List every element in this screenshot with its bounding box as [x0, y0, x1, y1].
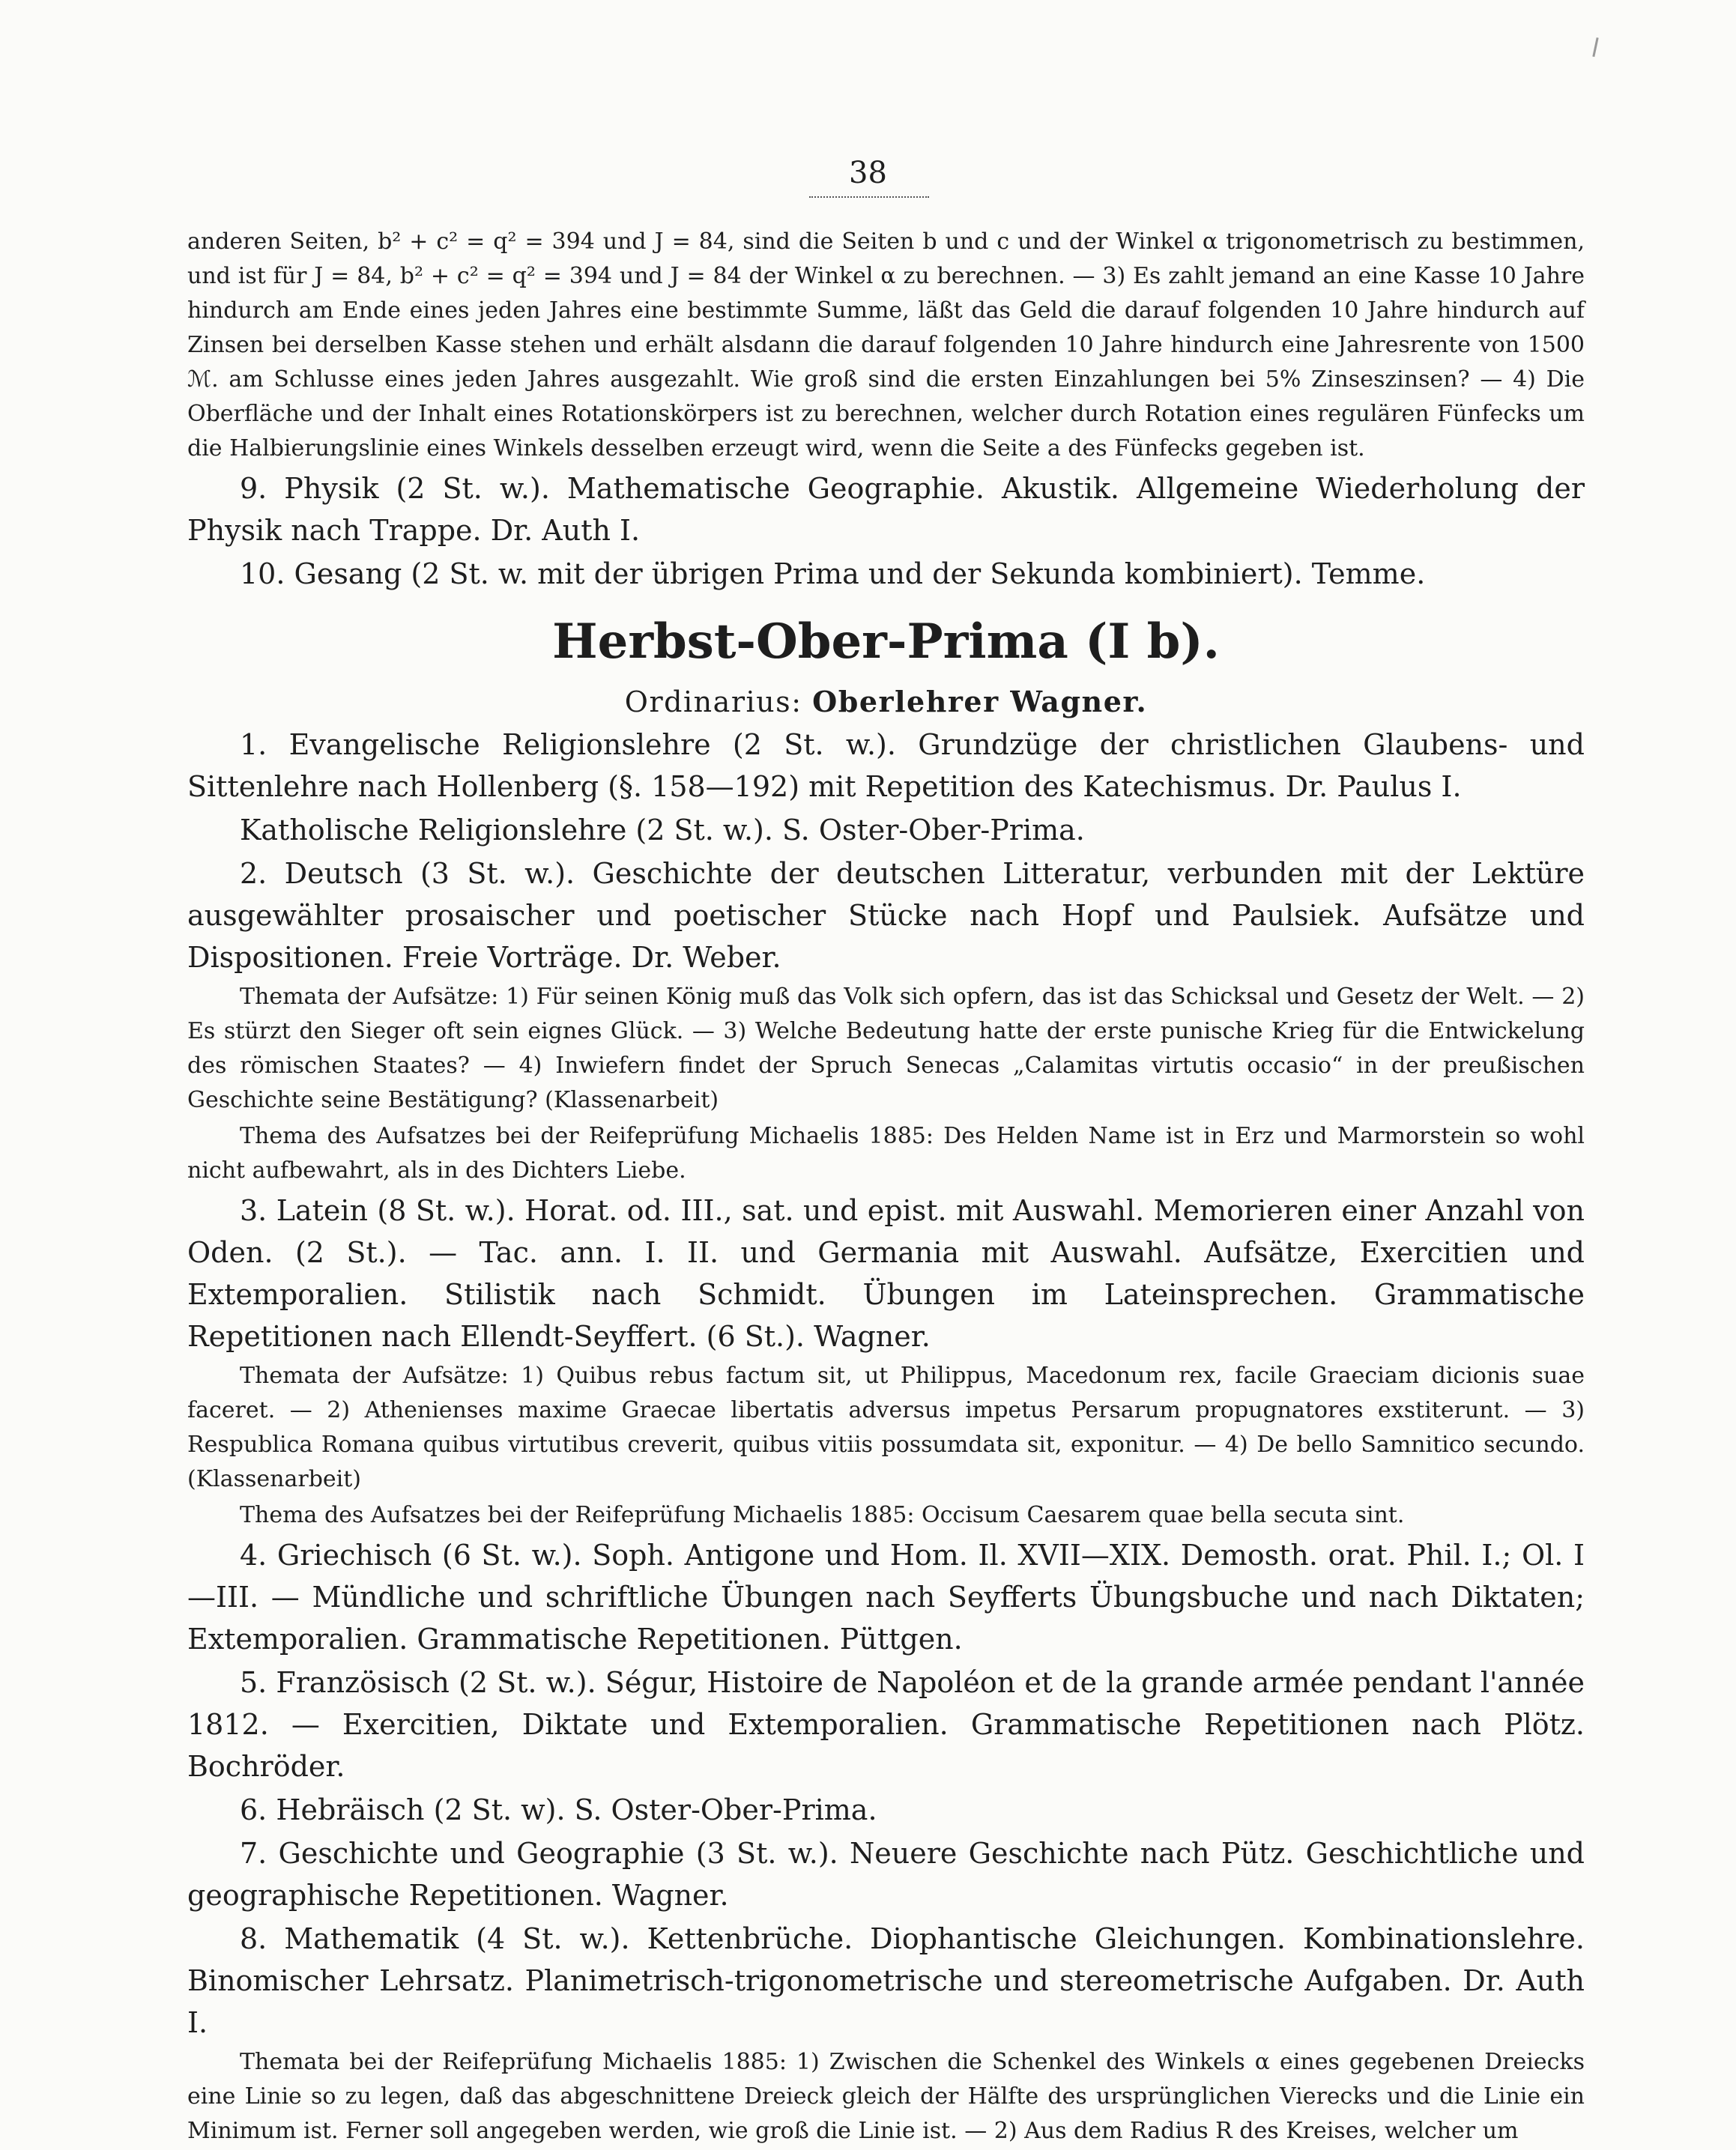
ordinarius-label: Ordinarius: — [624, 685, 802, 718]
section-heading: Herbst-Ober-Prima (I b). — [552, 614, 1220, 670]
paragraph-deutsch: 2. Deutsch (3 St. w.). Geschichte der deutschen Litteratur, verbunden mit der Lektüre ausgewählter prosaischer und poetischer Stücke nach Hopf und Paulsiek. Aufsätze und Dispositionen. Freie Vorträge. Dr. Weber. — [187, 857, 1585, 974]
page-body — [187, 225, 1585, 2149]
paragraph-deutsch-reifepruefung: Thema des Aufsatzes bei der Reifeprüfung Michaelis 1885: Des Helden Name ist in Erz und Marmorstein so wohl nicht aufbewahrt, als in des Dichters Liebe. — [187, 1123, 1585, 1184]
paragraph-physik: 9. Physik (2 St. w.). Mathematische Geographie. Akustik. Allgemeine Wiederholung der Physik nach Trappe. Dr. Auth I. — [187, 472, 1585, 547]
ordinarius-line — [187, 680, 1585, 724]
paragraph-mathematik-themata: Themata bei der Reifeprüfung Michaelis 1885: 1) Zwischen die Schenkel des Winkels α eines gegebenen Dreiecks eine Linie so zu legen, daß das abgeschnittene Dreieck gleich der Hälfte des ursprünglichen Vierecks und die Linie ein Minimum ist. Ferner soll angegeben werden, wie groß die Linie ist. — 2) Aus dem Radius R des Kreises, welcher um — [187, 2049, 1585, 2144]
paragraph-latein-reifepruefung: Thema des Aufsatzes bei der Reifeprüfung Michaelis 1885: Occisum Caesarem quae bella secuta sint. — [240, 1502, 1405, 1528]
ordinarius-name: Oberlehrer Wagner. — [812, 685, 1148, 718]
page-number-rule — [809, 196, 929, 198]
paragraph-geschichte: 7. Geschichte und Geographie (3 St. w.). Neuere Geschichte nach Pütz. Geschichtliche und geographische Repetitionen. Wagner. — [187, 1837, 1585, 1912]
paragraph-franzoesisch: 5. Französisch (2 St. w.). Ségur, Histoire de Napoléon et de la grande armée pendant l'année 1812. — Exercitien, Diktate und Extemporalien. Grammatische Repetitionen nach Plötz. Bochröder. — [187, 1666, 1585, 1783]
paragraph-hebraeisch: 6. Hebräisch (2 St. w). S. Oster-Ober-Prima. — [240, 1793, 877, 1826]
paragraph-mathematik: 8. Mathematik (4 St. w.). Kettenbrüche. Diophantische Gleichungen. Kombinationslehre. Binomischer Lehrsatz. Planimetrisch-trigonometrische und stereometrische Aufgaben. Dr. Auth I. — [187, 1922, 1585, 2039]
paragraph-latein-themata: Themata der Aufsätze: 1) Quibus rebus factum sit, ut Philippus, Macedonum rex, facile Graeciam dicionis suae faceret. — 2) Athenienses maxime Graecae libertatis adversus impetus Persarum propugnatores exstiterunt. — 3) Respublica Romana quibus virtutibus creverit, quibus vitiis possumdata sit, exponitur. — 4) De bello Samnitico secundo. (Klassenarbeit) — [187, 1363, 1585, 1492]
paragraph-latein: 3. Latein (8 St. w.). Horat. od. III., sat. und epist. mit Auswahl. Memorieren einer Anzahl von Oden. (2 St.). — Tac. ann. I. II. und Germania mit Auswahl. Aufsätze, Exercitien und Extemporalien. Stilistik nach Schmidt. Übungen im Lateinsprechen. Grammatische Repetitionen nach Ellendt-Seyffert. (6 St.). Wagner. — [187, 1194, 1585, 1353]
paragraph-evangelische-religion: 1. Evangelische Religionslehre (2 St. w.). Grundzüge der christlichen Glaubens- und Sittenlehre nach Hollenberg (§. 158—192) mit Repetition des Katechismus. Dr. Paulus I. — [187, 728, 1585, 803]
scan-mark — [1592, 37, 1598, 57]
paragraph-griechisch: 4. Griechisch (6 St. w.). Soph. Antigone und Hom. Il. XVII—XIX. Demosth. orat. Phil. I.; Ol. I—III. — Mündliche und schriftliche Übungen nach Seyfferts Übungsbuche und nach Diktaten; Extemporalien. Grammatische Repetitionen. Püttgen. — [187, 1539, 1585, 1656]
paragraph-deutsch-themata: Themata der Aufsätze: 1) Für seinen König muß das Volk sich opfern, das ist das Schicksal und Gesetz der Welt. — 2) Es stürzt den Sieger oft sein eignes Glück. — 3) Welche Bedeutung hatte der erste punische Krieg für die Entwickelung des römischen Staates? — 4) Inwiefern findet der Spruch Senecas „Calamitas virtutis occasio“ in der preußischen Geschichte seine Bestätigung? (Klassenarbeit) — [187, 984, 1585, 1113]
paragraph-katholische-religion: Katholische Religionslehre (2 St. w.). S. Oster-Ober-Prima. — [240, 814, 1085, 847]
paragraph-gesang: 10. Gesang (2 St. w. mit der übrigen Prima und der Sekunda kombiniert). Temme. — [240, 557, 1426, 590]
paragraph-intro: anderen Seiten, b² + c² = q² = 394 und J = 84, sind die Seiten b und c und der Winkel α trigonometrisch zu bestimmen, und ist für J = 84, b² + c² = q² = 394 und J = 84 der Winkel α zu berechnen. — 3) Es zahlt jemand an eine Kasse 10 Jahre hindurch am Ende eines jeden Jahres eine bestimmte Summe, läßt das Geld die darauf folgenden 10 Jahre hindurch auf Zinsen bei derselben Kasse stehen und erhält alsdann die darauf folgenden 10 Jahre hindurch eine Jahresrente von 1500 ℳ. am Schlusse eines jeden Jahres ausgezahlt. Wie groß sind die ersten Einzahlungen bei 5% Zinseszinsen? — 4) Die Oberfläche und der Inhalt eines Rotationskörpers ist zu berechnen, welcher durch Rotation eines regulären Fünfecks um die Halbierungslinie eines Winkels desselben erzeugt wird, wenn die Seite a des Fünfecks gegeben ist. — [187, 228, 1585, 461]
page-number: 38 — [849, 156, 887, 190]
